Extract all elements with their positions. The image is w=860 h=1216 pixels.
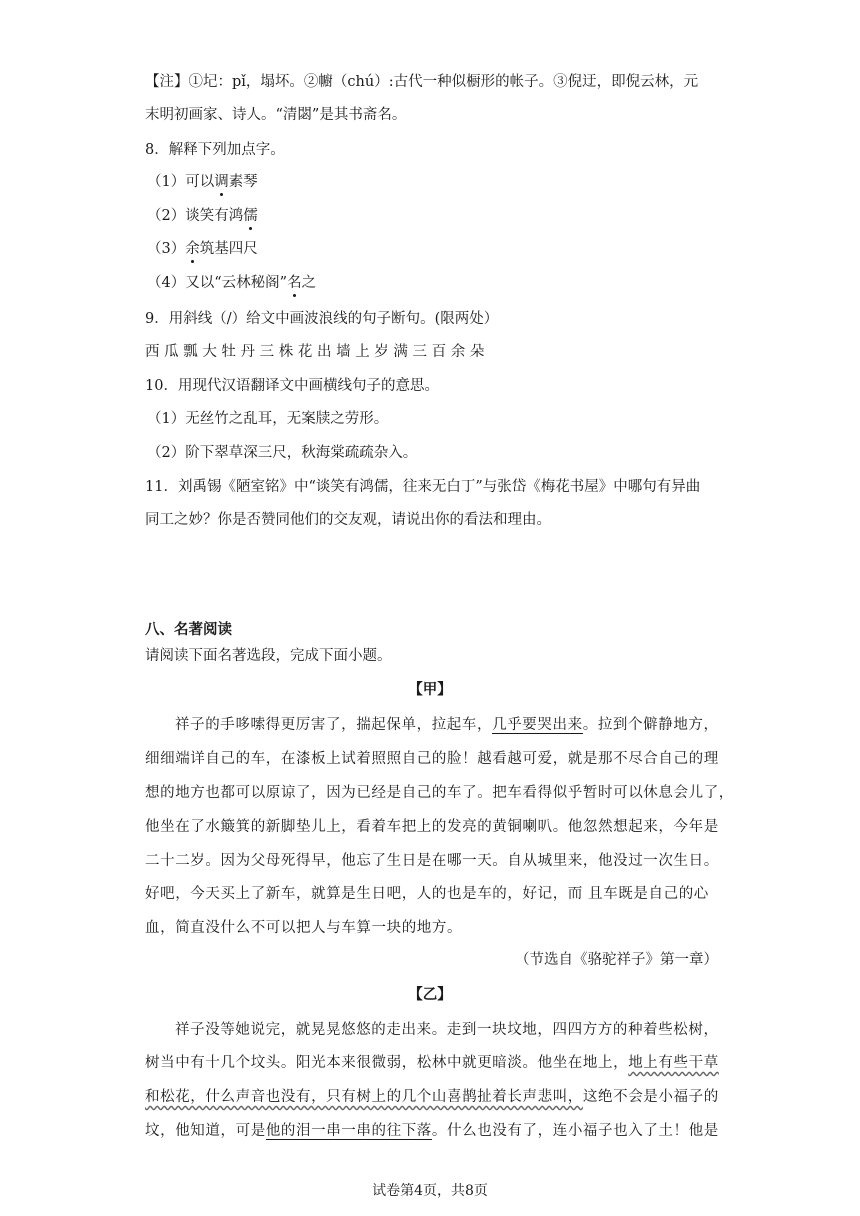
question-8-item-4: （4）又以“云林秘阁”名之 — [147, 275, 317, 291]
emphasis-dot-char: 余 — [185, 241, 200, 257]
question-8-title: 8．解释下列加点字。 — [145, 142, 285, 158]
emphasis-dot-char: 名 — [287, 275, 302, 291]
question-10-title: 10．用现代汉语翻译文中画横线句子的意思。 — [145, 378, 439, 394]
question-11-line-1: 11．刘禹锡《陋室铭》中“谈笑有鸿儒，往来无白丁”与张岱《梅花书屋》中哪句有异曲 — [145, 479, 701, 495]
question-8-item-1: （1）可以调素琴 — [147, 174, 258, 190]
wavy-underlined-phrase: 和松花，什么声音也没有，只有树上的几个山喜鹊扯着长声悲叫， — [145, 1089, 583, 1105]
passage-jia-line-1: 祥子的手哆嗦得更厉害了，揣起保单，拉起车，几乎要哭出来。拉到个僻静地方， — [175, 717, 719, 733]
passage-jia-line-4: 他坐在了水簸箕的新脚垫儿上，看着车把上的发亮的黄铜喇叭。他忽然想起来，今年是 — [145, 819, 719, 835]
passage-yi-label: 【乙】 — [408, 986, 452, 1003]
passage-yi-line-2: 树当中有十几个坟头。阳光本来很微弱，松林中就更暗淡。他坐在地上，地上有些干草 — [145, 1055, 719, 1071]
note-line-2: 末明初画家、诗人。“清閟”是其书斋名。 — [145, 107, 407, 123]
question-9-title: 9．用斜线（/）给文中画波浪线的句子断句。(限两处） — [145, 311, 499, 327]
passage-jia-line-2: 细细端详自己的车，在漆板上试着照照自己的脸！越看越可爱，就是那不尽合自己的理 — [145, 751, 719, 767]
question-10-item-2: （2）阶下翠草深三尺，秋海棠疏疏杂入。 — [147, 445, 418, 461]
passage-jia-source: （节选自《骆驼祥子》第一章） — [515, 952, 718, 968]
passage-jia-label: 【甲】 — [408, 681, 452, 698]
question-11-line-2: 同工之妙？你是否赞同他们的交友观，请说出你的看法和理由。 — [145, 512, 551, 528]
question-8-item-2: （2）谈笑有鸿儒 — [147, 208, 258, 224]
section-heading: 八、名著阅读 — [145, 621, 232, 638]
underlined-phrase: 几乎要哭出来 — [492, 717, 583, 733]
passage-jia-line-6: 好吧，今天买上了新车，就算是生日吧，人的也是车的，好记，而 且车既是自己的心 — [145, 886, 709, 902]
question-10-item-1: （1）无丝竹之乱耳，无案牍之劳形。 — [147, 411, 389, 427]
emphasis-dot-char: 儒 — [243, 208, 258, 224]
emphasis-dot-char: 调 — [214, 174, 229, 190]
passage-jia-line-7: 血，简直没什么不可以把人与车算一块的地方。 — [145, 920, 463, 936]
passage-yi-line-3: 和松花，什么声音也没有，只有树上的几个山喜鹊扯着长声悲叫，这绝不会是小福子的 — [145, 1089, 719, 1105]
note-line-1: 【注】①圮：pǐ，塌坏。②幮（chú）:古代一种似橱形的帐子。③倪迂，即倪云林，元 — [145, 74, 699, 90]
passage-jia-line-5: 二十二岁。因为父母死得早，他忘了生日是在哪一天。自从城里来，他没过一次生日。 — [145, 853, 719, 869]
section-intro: 请阅读下面名著选段，完成下面小题。 — [145, 648, 392, 664]
wavy-underlined-phrase: 地上有些干草 — [628, 1055, 719, 1071]
passage-jia-line-3: 想的地方也都可以原谅了，因为已经是自己的车了。把车看得似乎暂时可以休息会儿了， — [145, 785, 734, 801]
question-8-item-3: （3）余筑基四尺 — [147, 241, 258, 257]
question-9-sentence: 西 瓜 瓢 大 牡 丹 三 株 花 出 墙 上 岁 满 三 百 余 朵 — [145, 344, 485, 360]
passage-yi-line-1: 祥子没等她说完，就晃晃悠悠的走出来。走到一块坟地，四四方方的种着些松树， — [175, 1022, 719, 1038]
passage-yi-line-4: 坟，他知道，可是他的泪一串一串的往下落。什么也没有了，连小福子也入了土！他是 — [145, 1123, 719, 1139]
page-footer: 试卷第4页，共8页 — [372, 1183, 488, 1199]
underlined-phrase: 他的泪一串一串的往下落 — [265, 1123, 432, 1139]
